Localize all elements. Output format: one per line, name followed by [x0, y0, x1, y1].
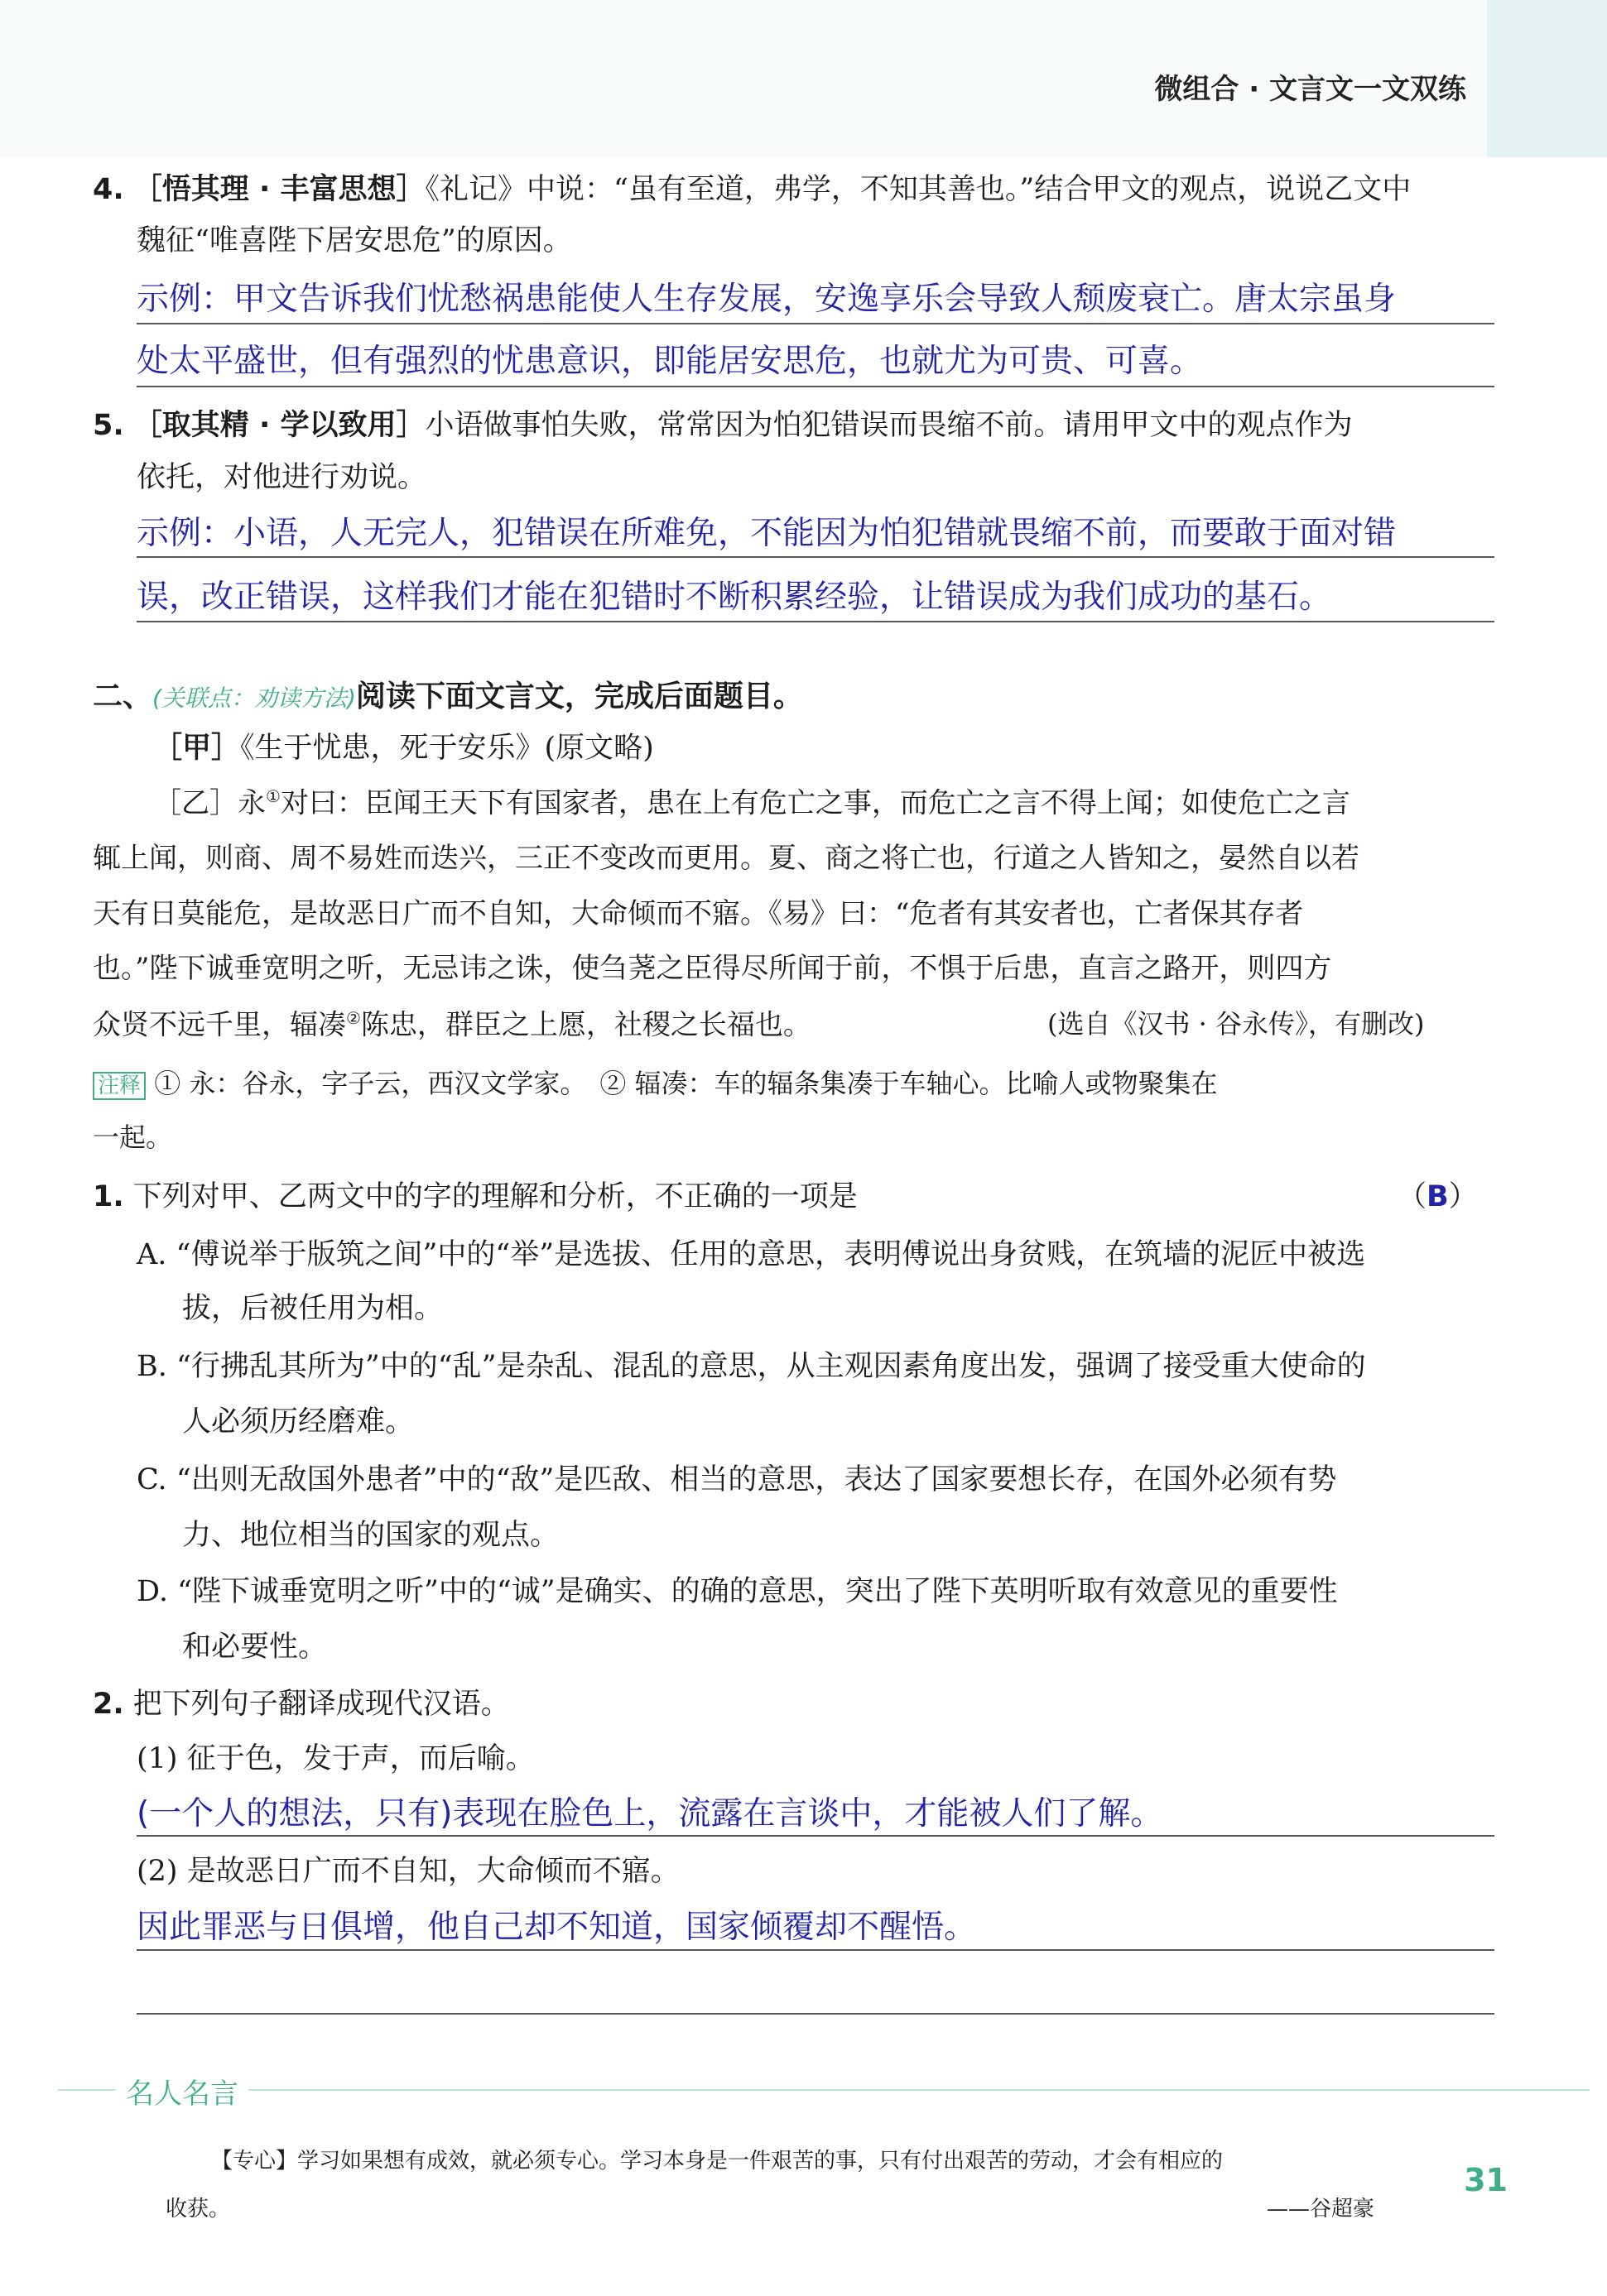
- yi-line5: [93, 1008, 811, 1042]
- yi-label: ［乙］: [153, 786, 238, 820]
- option-c-text: “出则无敌国外患者”中的“敌”是匹敌、相当的意思，表达了国家要想长存，在国外必须有势: [176, 1463, 1337, 1496]
- answer-rule: [137, 1949, 1494, 1951]
- q1-number: 1.: [93, 1180, 124, 1213]
- yi-line3: 天有日莫能危，是故恶日广而不自知，大命倾而不寤。《易》曰：“危者有其安者也，亡者保其存者: [93, 897, 1304, 930]
- paren: ）: [1448, 1180, 1478, 1213]
- section2-tag: (关联点：劝读方法): [152, 684, 356, 712]
- footer-quote-line1: 【专心】学习如果想有成效，就必须专心。学习本身是一件艰苦的事，只有付出艰苦的劳动，才会有相应的: [211, 2149, 1224, 2174]
- yi-text: 众贤不远千里，辐凑: [93, 1008, 346, 1042]
- answer-rule: [137, 323, 1494, 324]
- q5-line2: 依托，对他进行劝说。: [137, 461, 427, 494]
- answer-rule: [137, 621, 1494, 622]
- q2-number: 2.: [93, 1688, 124, 1721]
- option-a-line2: 拔，后被任用为相。: [182, 1292, 444, 1325]
- q4-answer-line1: 示例：甲文告诉我们忧愁祸患能使人生存发展，安逸享乐会导致人颓废衰亡。唐太宗虽身: [137, 281, 1397, 318]
- source-citation: (选自《汉书 · 谷永传》，有删改): [1047, 1008, 1425, 1040]
- notes-line1: [93, 1068, 1218, 1099]
- q4-line1: [93, 172, 1411, 207]
- yi-line4: 也。”陛下诚垂宽明之听，无忌讳之诛，使刍荛之臣得尽所闻于前，不惧于后患，直言之路开，则四方: [93, 952, 1332, 985]
- option-d-line2: 和必要性。: [182, 1631, 328, 1664]
- option-d-line1: [137, 1574, 1338, 1609]
- footnote-mark: ②: [346, 1008, 361, 1028]
- q1-text: 下列对甲、乙两文中的字的理解和分析，不正确的一项是: [132, 1180, 858, 1213]
- q1-answer: B: [1427, 1180, 1449, 1213]
- option-b-text: “行拂乱其所为”中的“乱”是杂乱、混乱的意思，从主观因素角度出发，强调了接受重大使命的: [176, 1350, 1366, 1383]
- q4-answer-line2: 处太平盛世，但有强烈的忧患意识，即能居安思危，也就尤为可贵、可喜。: [137, 343, 1203, 380]
- answer-rule: [137, 1835, 1494, 1837]
- section2-prefix: 二、: [93, 680, 153, 713]
- option-c-label: C.: [137, 1463, 167, 1496]
- header-stripe: [1487, 0, 1607, 157]
- q5-text: 小语做事怕失败，常常因为怕犯错误而畏缩不前。请用甲文中的观点作为: [425, 409, 1353, 442]
- header-title: 微组合 · 文言文一文双练: [1154, 73, 1466, 106]
- option-c-line1: [137, 1463, 1336, 1497]
- answer-rule: [137, 2013, 1494, 2015]
- jia-line: [153, 731, 654, 766]
- section2-heading: [93, 673, 803, 715]
- option-b-line1: [137, 1349, 1366, 1384]
- q5-answer-line1: 示例：小语，人无完人，犯错误在所难免，不能因为怕犯错就畏缩不前，而要敢于面对错: [137, 515, 1397, 552]
- q2-text: 把下列句子翻译成现代汉语。: [132, 1688, 510, 1721]
- q4-text: 《礼记》中说：“虽有至道，弗学，不知其善也。”结合甲文的观点，说说乙文中: [425, 173, 1412, 206]
- option-a-line1: [137, 1237, 1365, 1272]
- option-a-label: A.: [137, 1238, 167, 1271]
- footer-label: 名人名言: [116, 2071, 248, 2111]
- notes-line2: 一起。: [93, 1122, 173, 1153]
- footer-author: ——谷超豪: [1267, 2197, 1375, 2222]
- answer-rule: [137, 386, 1494, 387]
- q2-sentence1: (1) 征于色，发于声，而后喻。: [137, 1742, 535, 1775]
- q2-stem: [93, 1687, 510, 1722]
- option-a-text: “傅说举于版筑之间”中的“举”是选拔、任用的意思，表明傅说出身贫贱，在筑墙的泥匠中被选: [176, 1238, 1366, 1271]
- footnote-mark: ①: [266, 786, 281, 806]
- option-d-label: D.: [137, 1575, 168, 1608]
- option-d-text: “陛下诚垂宽明之听”中的“诚”是确实、的确的意思，突出了陛下英明听取有效意见的重要性: [177, 1575, 1338, 1608]
- q2-sentence2: (2) 是故恶日广而不自知，大命倾而不寤。: [137, 1855, 680, 1888]
- q2-answer1: (一个人的想法，只有)表现在脸色上，流露在言谈中，才能被人们了解。: [137, 1795, 1163, 1832]
- q5-line1: [93, 408, 1352, 443]
- q1-stem: [93, 1179, 858, 1214]
- option-b-line2: 人必须历经磨难。: [182, 1405, 415, 1439]
- section2-title: 阅读下面文言文，完成后面题目。: [355, 680, 803, 713]
- option-b-label: B.: [137, 1350, 167, 1383]
- yi-line1: [153, 786, 1350, 820]
- footer-quote-line2: 收获。: [166, 2197, 231, 2222]
- notes-text: ① 永：谷永，字子云，西汉文学家。 ② 辐凑：车的辐条集凑于车轴心。比喻人或物聚集在: [154, 1068, 1218, 1099]
- jia-text: 《生于忧患，死于安乐》(原文略): [240, 732, 654, 765]
- notes-tag: 注释: [93, 1072, 146, 1100]
- yi-text: 对曰：臣闻王天下有国家者，患在上有危亡之事，而危亡之言不得上闻；如使危亡之言: [280, 786, 1350, 820]
- page-number: 31: [1464, 2162, 1508, 2198]
- answer-rule: [137, 556, 1494, 558]
- q2-answer2: 因此罪恶与日俱增，他自己却不知道，国家倾覆却不醒悟。: [137, 1909, 977, 1946]
- q4-number: 4.: [93, 173, 124, 206]
- q5-answer-line2: 误，改正错误，这样我们才能在犯错时不断积累经验，让错误成为我们成功的基石。: [137, 579, 1332, 616]
- jia-label: ［甲］: [153, 732, 241, 765]
- q1-answer-box: [1398, 1179, 1478, 1214]
- option-c-line2: 力、地位相当的国家的观点。: [182, 1519, 560, 1552]
- footer-divider: [58, 2089, 1590, 2091]
- q4-line2: 魏征“唯喜陛下居安思危”的原因。: [137, 224, 572, 257]
- q5-number: 5.: [93, 409, 124, 442]
- q4-tag: ［悟其理 · 丰富思想］: [132, 173, 426, 206]
- q5-tag: ［取其精 · 学以致用］: [132, 409, 426, 442]
- yi-text: 陈忠，群臣之上愿，社稷之长福也。: [360, 1008, 811, 1042]
- paren: （: [1398, 1180, 1427, 1213]
- yi-line2: 辄上闻，则商、周不易姓而迭兴，三正不变改而更用。夏、商之将亡也，行道之人皆知之，晏然自以若: [93, 842, 1359, 875]
- yi-text: 永: [238, 786, 266, 820]
